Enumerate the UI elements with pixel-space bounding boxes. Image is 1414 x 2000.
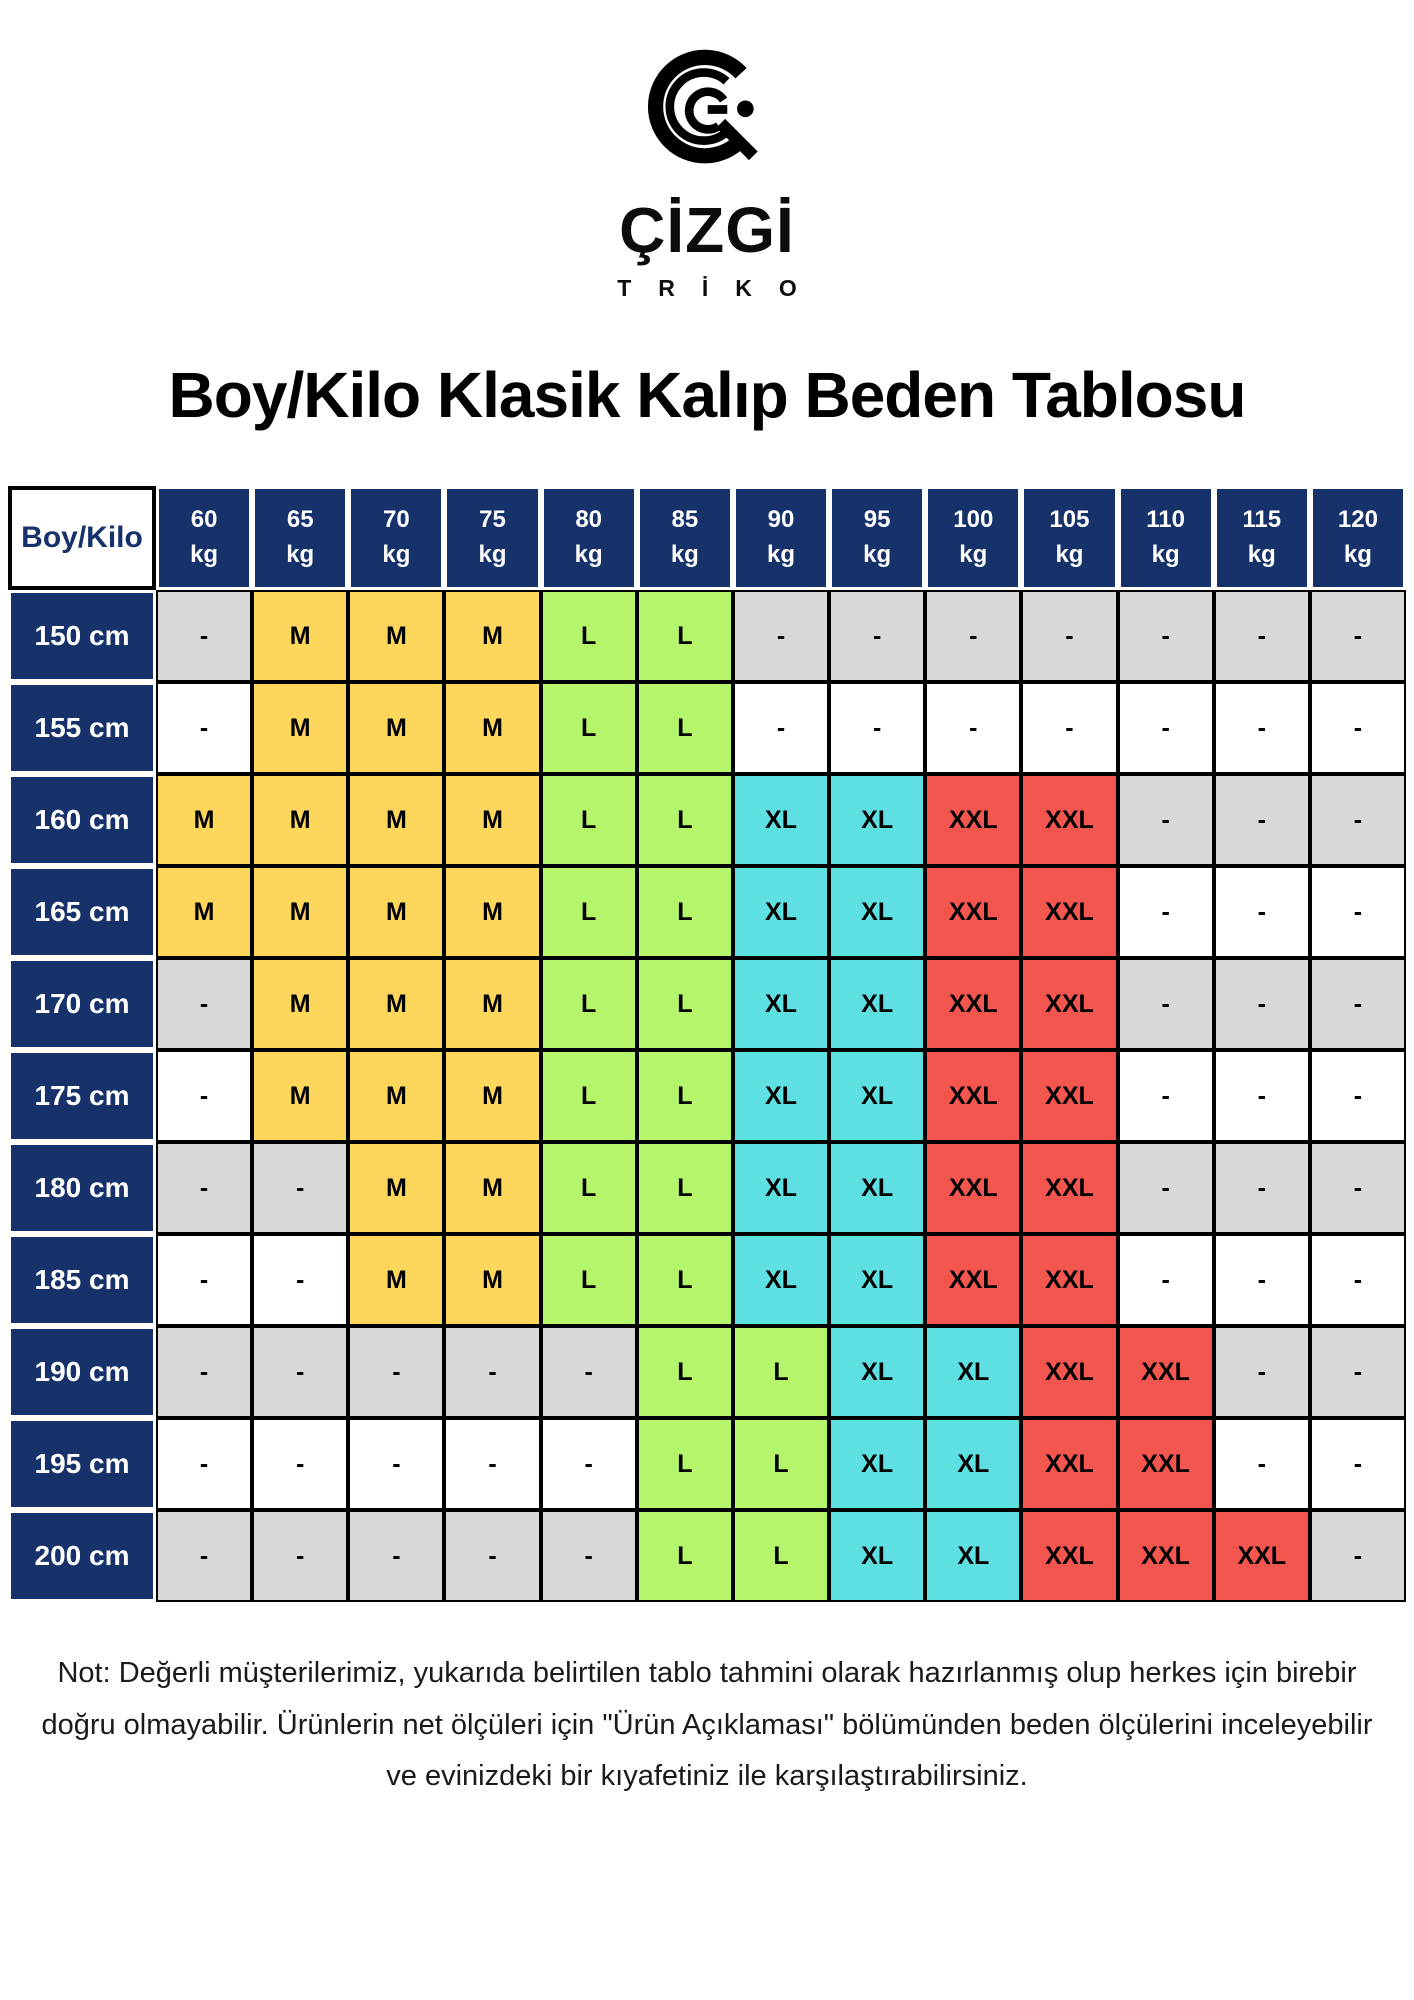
size-cell: - (1214, 1050, 1310, 1142)
size-cell: M (348, 774, 444, 866)
size-cell: - (925, 682, 1021, 774)
col-header-line: 105 (1049, 506, 1090, 534)
size-cell: - (1214, 1418, 1310, 1510)
size-cell: - (1214, 590, 1310, 682)
col-header-line: kg (190, 541, 219, 569)
size-cell: L (541, 958, 637, 1050)
size-cell: - (1310, 590, 1406, 682)
size-cell: - (348, 1326, 444, 1418)
col-header-65-kg (252, 486, 348, 590)
size-cell: - (156, 1142, 252, 1234)
size-cell: M (156, 774, 252, 866)
size-cell: M (348, 682, 444, 774)
col-header-line: kg (1055, 541, 1084, 569)
size-cell: - (252, 1326, 348, 1418)
size-cell: XL (733, 774, 829, 866)
size-cell: XXL (925, 1050, 1021, 1142)
size-cell: XL (733, 1234, 829, 1326)
size-cell: - (829, 590, 925, 682)
size-cell: L (733, 1510, 829, 1602)
size-cell: - (1021, 682, 1117, 774)
size-cell: XXL (925, 958, 1021, 1050)
size-cell: XL (925, 1326, 1021, 1418)
size-cell: - (541, 1510, 637, 1602)
size-cell: XL (829, 1418, 925, 1510)
size-cell: XXL (1118, 1418, 1214, 1510)
size-cell: - (733, 590, 829, 682)
size-cell: XL (925, 1510, 1021, 1602)
row-header-185-cm: 185 cm (8, 1234, 156, 1326)
size-cell: XXL (1021, 866, 1117, 958)
logo-dot (737, 100, 754, 117)
size-cell: XL (829, 1326, 925, 1418)
size-cell: - (348, 1418, 444, 1510)
size-cell: M (444, 958, 540, 1050)
brand-subtitle: TRİKO (617, 275, 824, 302)
size-cell: - (925, 590, 1021, 682)
col-header-line: 80 (575, 506, 603, 534)
size-cell: - (348, 1510, 444, 1602)
size-cell: - (1214, 866, 1310, 958)
size-cell: - (541, 1326, 637, 1418)
size-cell: XXL (1021, 774, 1117, 866)
col-header-line: 60 (190, 506, 218, 534)
col-header-100-kg (925, 486, 1021, 590)
col-header-105-kg (1021, 486, 1117, 590)
size-cell: XXL (1021, 958, 1117, 1050)
col-header-90-kg (733, 486, 829, 590)
size-cell: XXL (1021, 1142, 1117, 1234)
size-cell: - (156, 1050, 252, 1142)
size-cell: XL (829, 958, 925, 1050)
size-cell: - (1310, 774, 1406, 866)
col-header-line: 65 (286, 506, 314, 534)
size-cell: L (637, 590, 733, 682)
size-cell: - (1118, 1142, 1214, 1234)
size-cell: M (348, 1050, 444, 1142)
size-cell: L (733, 1418, 829, 1510)
col-header-line: 95 (863, 506, 891, 534)
col-header-95-kg (829, 486, 925, 590)
size-cell: XXL (925, 866, 1021, 958)
size-cell: M (348, 1234, 444, 1326)
size-cell: XL (829, 774, 925, 866)
size-cell: XXL (1021, 1050, 1117, 1142)
size-cell: XXL (925, 1234, 1021, 1326)
size-cell: M (444, 590, 540, 682)
size-cell: - (156, 1510, 252, 1602)
size-cell: M (348, 1142, 444, 1234)
row-header-180-cm: 180 cm (8, 1142, 156, 1234)
size-cell: L (637, 682, 733, 774)
size-cell: M (348, 866, 444, 958)
size-cell: XL (829, 1050, 925, 1142)
col-header-75-kg (444, 486, 540, 590)
size-cell: - (1118, 774, 1214, 866)
size-cell: - (1310, 1326, 1406, 1418)
col-header-line: 110 (1146, 506, 1185, 534)
col-header-line: 120 (1337, 506, 1378, 534)
size-cell: - (1118, 682, 1214, 774)
size-cell: XXL (925, 1142, 1021, 1234)
size-cell: M (156, 866, 252, 958)
size-cell: - (1214, 1142, 1310, 1234)
size-cell: L (637, 1050, 733, 1142)
size-cell: L (541, 866, 637, 958)
size-cell: M (444, 1050, 540, 1142)
size-cell: M (444, 774, 540, 866)
row-header-170-cm: 170 cm (8, 958, 156, 1050)
cizgi-logo-icon (632, 40, 782, 192)
row-header-175-cm: 175 cm (8, 1050, 156, 1142)
col-header-line: kg (1343, 541, 1372, 569)
page-title: Boy/Kilo Klasik Kalıp Beden Tablosu (168, 359, 1246, 432)
size-cell: XL (733, 958, 829, 1050)
row-header-200-cm: 200 cm (8, 1510, 156, 1602)
size-cell: L (541, 1234, 637, 1326)
size-cell: M (252, 958, 348, 1050)
col-header-line: kg (1151, 541, 1180, 569)
col-header-line: 115 (1242, 506, 1282, 534)
size-cell: - (252, 1142, 348, 1234)
size-cell: M (252, 866, 348, 958)
brand-name: ÇİZGİ (619, 194, 795, 266)
col-header-line: 100 (953, 506, 994, 534)
size-cell: L (733, 1326, 829, 1418)
size-cell: L (541, 774, 637, 866)
col-header-70-kg (348, 486, 444, 590)
col-header-line: 75 (479, 506, 506, 534)
size-cell: - (156, 1326, 252, 1418)
size-cell: L (637, 1234, 733, 1326)
size-cell: - (444, 1418, 540, 1510)
col-header-line: kg (1247, 541, 1276, 569)
size-cell: XXL (1118, 1326, 1214, 1418)
size-cell: M (444, 1234, 540, 1326)
size-cell: - (156, 1418, 252, 1510)
size-cell: - (1214, 682, 1310, 774)
size-cell: - (156, 682, 252, 774)
col-header-line: kg (766, 541, 795, 569)
row-header-165-cm: 165 cm (8, 866, 156, 958)
size-table (8, 486, 1406, 1602)
size-cell: - (252, 1234, 348, 1326)
size-cell: - (1118, 958, 1214, 1050)
size-cell: L (541, 1050, 637, 1142)
size-cell: - (1118, 866, 1214, 958)
size-cell: - (252, 1418, 348, 1510)
size-cell: L (637, 866, 733, 958)
corner-cell: Boy/Kilo (8, 486, 156, 590)
col-header-line: kg (670, 541, 699, 569)
col-header-85-kg (637, 486, 733, 590)
size-cell: L (541, 682, 637, 774)
size-cell: - (156, 958, 252, 1050)
col-header-line: kg (286, 541, 315, 569)
size-cell: XXL (1021, 1510, 1117, 1602)
size-cell: M (252, 1050, 348, 1142)
col-header-110-kg (1118, 486, 1214, 590)
size-cell: - (1310, 1418, 1406, 1510)
size-cell: L (637, 1326, 733, 1418)
size-cell: XXL (1021, 1418, 1117, 1510)
size-cell: XL (829, 1234, 925, 1326)
size-cell: - (1310, 1050, 1406, 1142)
note-text: Not: Değerli müşterilerimiz, yukarıda belirtilen tablo tahmini olarak hazırlanmış olup herkes için birebir doğru olmayabilir. Ürünlerin net ölçüleri için "Ürün Açıklaması" bölümünden beden ölçülerini inceleyebilir ve evinizdeki bir kıyafetiniz ile karşılaştırabilirsiniz. (41, 1657, 1373, 1793)
size-cell: M (348, 958, 444, 1050)
size-cell: - (1214, 1326, 1310, 1418)
size-cell: - (1021, 590, 1117, 682)
row-header-195-cm: 195 cm (8, 1418, 156, 1510)
size-cell: - (1214, 774, 1310, 866)
size-cell: - (1310, 1234, 1406, 1326)
size-cell: XXL (1214, 1510, 1310, 1602)
col-header-line: kg (478, 541, 507, 569)
col-header-line: kg (959, 541, 988, 569)
size-cell: XXL (1021, 1326, 1117, 1418)
size-cell: - (1118, 1050, 1214, 1142)
size-cell: M (252, 590, 348, 682)
size-cell: - (1118, 1234, 1214, 1326)
col-header-line: kg (574, 541, 603, 569)
size-table-wrap (8, 486, 1406, 1602)
size-cell: XL (829, 1142, 925, 1234)
size-cell: - (1118, 590, 1214, 682)
size-cell: - (444, 1326, 540, 1418)
size-cell: XL (733, 1142, 829, 1234)
col-header-line: kg (863, 541, 892, 569)
size-cell: - (252, 1510, 348, 1602)
size-cell: M (348, 590, 444, 682)
col-header-line: 70 (383, 506, 410, 534)
col-header-line: 85 (671, 506, 699, 534)
size-cell: XXL (1021, 1234, 1117, 1326)
col-header-80-kg (541, 486, 637, 590)
size-cell: L (637, 1142, 733, 1234)
col-header-60-kg (156, 486, 252, 590)
size-cell: - (156, 1234, 252, 1326)
col-header-120-kg (1310, 486, 1406, 590)
row-header-190-cm: 190 cm (8, 1326, 156, 1418)
size-cell: - (1214, 958, 1310, 1050)
size-cell: L (637, 1510, 733, 1602)
size-cell: XL (733, 866, 829, 958)
size-cell: M (444, 866, 540, 958)
size-cell: - (733, 682, 829, 774)
brand-logo (0, 0, 1414, 302)
col-header-line: kg (382, 541, 411, 569)
size-cell: M (444, 682, 540, 774)
size-cell: - (1214, 1234, 1310, 1326)
size-cell: - (541, 1418, 637, 1510)
size-cell: XXL (925, 774, 1021, 866)
size-cell: - (1310, 866, 1406, 958)
size-cell: L (541, 1142, 637, 1234)
size-cell: L (637, 1418, 733, 1510)
size-cell: XL (733, 1050, 829, 1142)
size-cell: M (252, 682, 348, 774)
size-cell: L (637, 774, 733, 866)
size-cell: - (1310, 1142, 1406, 1234)
row-header-160-cm: 160 cm (8, 774, 156, 866)
size-cell: XL (925, 1418, 1021, 1510)
size-cell: - (1310, 1510, 1406, 1602)
size-cell: L (541, 590, 637, 682)
size-cell: - (156, 590, 252, 682)
size-cell: L (637, 958, 733, 1050)
col-header-line: 90 (767, 506, 795, 534)
size-cell: XL (829, 866, 925, 958)
size-cell: XXL (1118, 1510, 1214, 1602)
row-header-155-cm: 155 cm (8, 682, 156, 774)
row-header-150-cm: 150 cm (8, 590, 156, 682)
col-header-115-kg (1214, 486, 1310, 590)
size-cell: M (252, 774, 348, 866)
size-cell: - (1310, 682, 1406, 774)
size-cell: M (444, 1142, 540, 1234)
size-cell: - (1310, 958, 1406, 1050)
size-cell: - (444, 1510, 540, 1602)
size-cell: - (829, 682, 925, 774)
size-cell: XL (829, 1510, 925, 1602)
